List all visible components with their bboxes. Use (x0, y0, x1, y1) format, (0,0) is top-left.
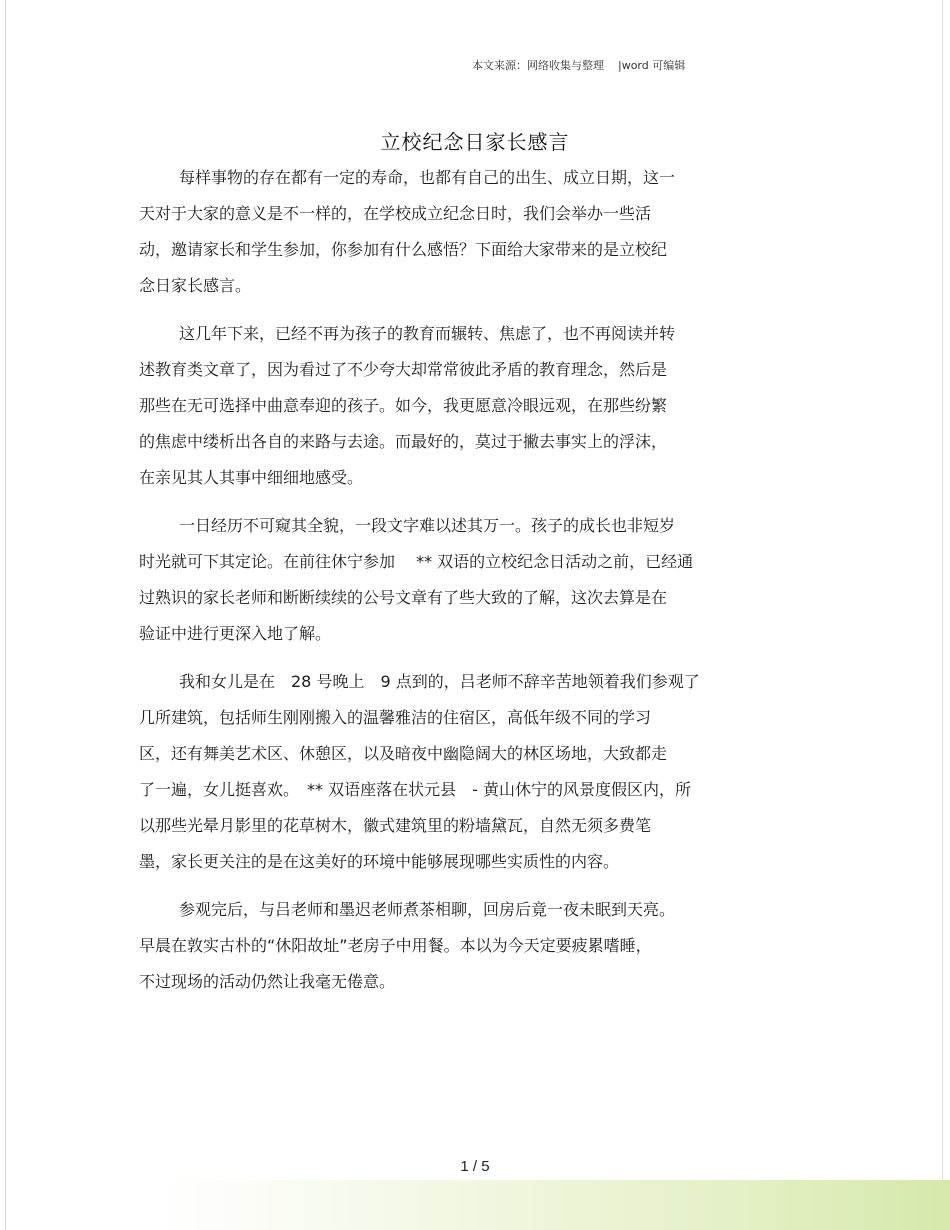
text-line: 参观完后，与吕老师和墨迟老师煮茶相聊，回房后竟一夜未眠到天亮。 (179, 900, 676, 919)
document-body (139, 160, 779, 1012)
page-left-border (5, 0, 6, 1230)
text-line: 时光就可下其定论。在前往休宁参加 ** 双语的立校纪念日活动之前，已经通 (139, 552, 694, 571)
text-line: 一日经历不可窥其全貌，一段文字难以述其万一。孩子的成长也非短岁 (179, 516, 676, 535)
paragraph-4 (139, 664, 779, 880)
header-source: 本文来源：网络收集与整理 (472, 59, 604, 72)
paragraph-3 (139, 508, 779, 652)
text-line: 这几年下来，已经不再为孩子的教育而辗转、焦虑了，也不再阅读并转 (179, 324, 676, 343)
text-line: 以那些光晕月影里的花草树木，徽式建筑里的粉墙黛瓦，自然无须多费笔 (139, 816, 652, 835)
text-line: 在亲见其人其事中细细地感受。 (139, 468, 364, 487)
text-line: 了一遍，女儿挺喜欢。 ** 双语座落在状元县 - 黄山休宁的风景度假区内，所 (139, 780, 691, 799)
text-line: 墨，家长更关注的是在这美好的环境中能够展现哪些实质性的内容。 (139, 852, 620, 871)
text-line: 动，邀请家长和学生参加，你参加有什么感悟？下面给大家带来的是立校纪 (139, 240, 668, 259)
paragraph-2 (139, 316, 779, 496)
text-line: 验证中进行更深入地了解。 (139, 624, 332, 643)
paragraph-1 (139, 160, 779, 304)
document-title: 立校纪念日家长感言 (380, 130, 570, 154)
footer-decoration (160, 1180, 950, 1230)
page-right-border (942, 0, 943, 1230)
text-line: 我和女儿是在 28 号晚上 9 点到的，吕老师不辞辛苦地领着我们参观了 (179, 672, 700, 691)
text-line: 区，还有舞美艺术区、休憩区，以及暗夜中幽隐阔大的林区场地，大致都走 (139, 744, 668, 763)
page-number: 1 / 5 (460, 1158, 490, 1175)
text-line: 过熟识的家长老师和断断续续的公号文章有了些大致的了解，这次去算是在 (139, 588, 668, 607)
text-line: 天对于大家的意义是不一样的，在学校成立纪念日时，我们会举办一些活 (139, 204, 652, 223)
text-line: 每样事物的存在都有一定的寿命，也都有自己的出生、成立日期，这一 (179, 168, 676, 187)
text-line: 几所建筑，包括师生刚刚搬入的温馨雅洁的住宿区，高低年级不同的学习 (139, 708, 652, 727)
page-header (472, 57, 685, 73)
text-line: 的焦虑中缕析出各自的来路与去途。而最好的，莫过于撇去事实上的浮沫， (139, 432, 668, 451)
text-line: 那些在无可选择中曲意奉迎的孩子。如今，我更愿意冷眼远观，在那些纷繁 (139, 396, 668, 415)
text-line: 述教育类文章了，因为看过了不少夸大却常常彼此矛盾的教育理念，然后是 (139, 360, 668, 379)
text-line: 早晨在敦实古朴的“休阳故址”老房子中用餐。本以为今天定要疲累嗜睡， (139, 936, 652, 955)
header-edit-note: |word 可编辑 (618, 59, 686, 72)
text-line: 念日家长感言。 (139, 276, 252, 295)
paragraph-5 (139, 892, 779, 1000)
text-line: 不过现场的活动仍然让我毫无倦意。 (139, 972, 396, 991)
